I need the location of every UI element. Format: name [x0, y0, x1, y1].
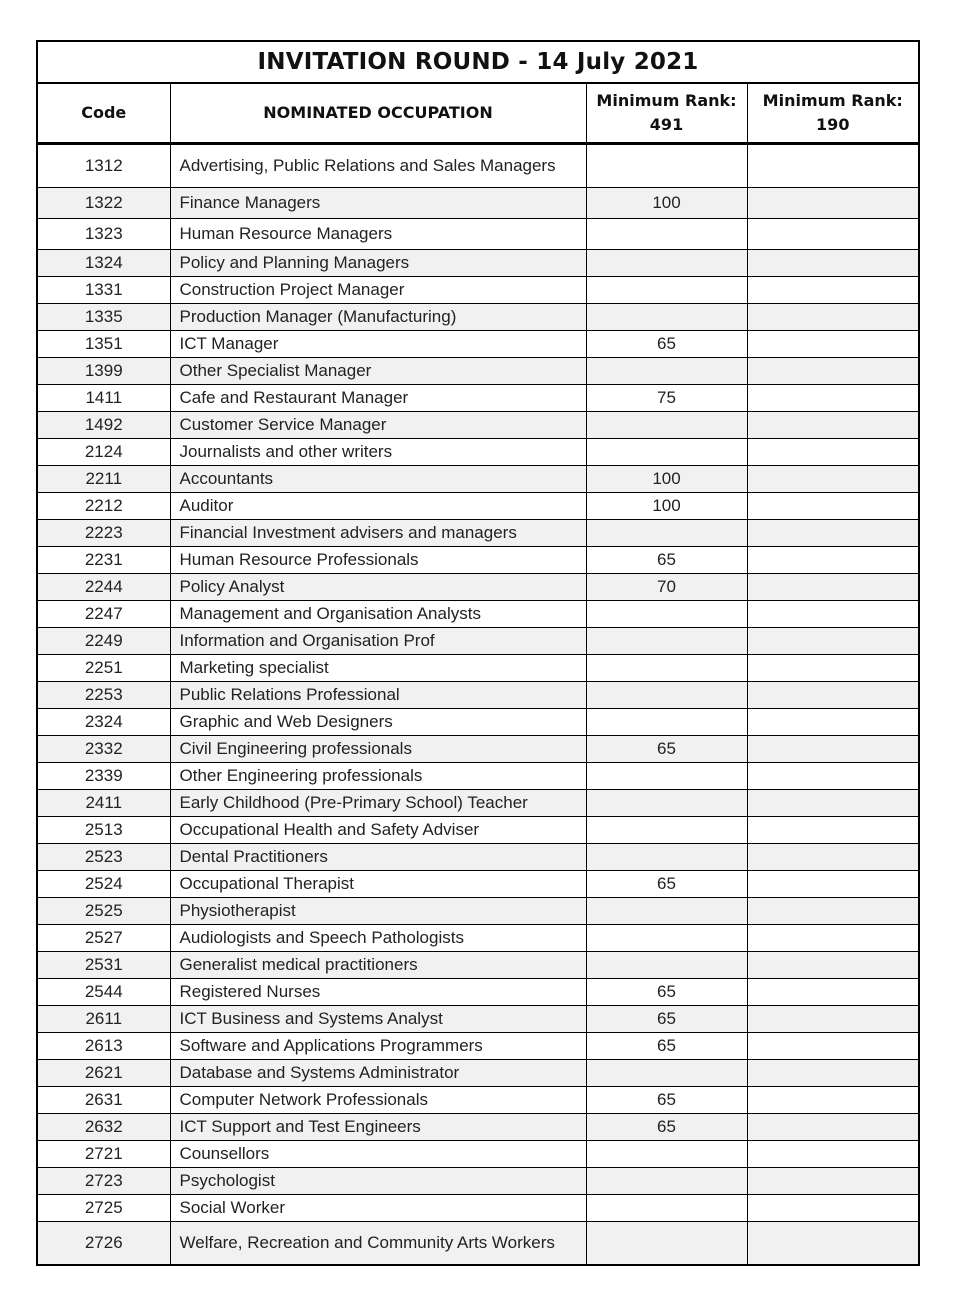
- min-rank-491-cell: 75: [586, 385, 747, 412]
- min-rank-190-cell: [747, 817, 918, 844]
- table-row: [38, 628, 918, 655]
- table-row: [38, 358, 918, 385]
- occupation-code: 2244: [38, 574, 170, 601]
- occupation-code: 1312: [38, 144, 170, 188]
- table-row: [38, 817, 918, 844]
- table-row: [38, 871, 918, 898]
- occupation-code: 1411: [38, 385, 170, 412]
- table-row: [38, 1114, 918, 1141]
- table-row: [38, 979, 918, 1006]
- occupation-code: 2723: [38, 1168, 170, 1195]
- min-rank-190-cell: [747, 1168, 918, 1195]
- occupation-code: 2231: [38, 547, 170, 574]
- occupation-code: 2513: [38, 817, 170, 844]
- occupation-table: [38, 84, 918, 1264]
- header-min-rank-190: [747, 84, 918, 144]
- min-rank-491-cell: [586, 709, 747, 736]
- min-rank-491-cell: 100: [586, 466, 747, 493]
- occupation-code: 1335: [38, 304, 170, 331]
- occupation-code: 2631: [38, 1087, 170, 1114]
- occupation-name: Cafe and Restaurant Manager: [170, 385, 586, 412]
- header-rank491-value: 491: [649, 115, 684, 134]
- min-rank-491-cell: [586, 1195, 747, 1222]
- table-row: [38, 763, 918, 790]
- min-rank-491-cell: [586, 520, 747, 547]
- table-row: [38, 1141, 918, 1168]
- min-rank-190-cell: [747, 1222, 918, 1265]
- min-rank-491-cell: [586, 412, 747, 439]
- min-rank-190-cell: [747, 1006, 918, 1033]
- occupation-code: 2223: [38, 520, 170, 547]
- occupation-code: 2632: [38, 1114, 170, 1141]
- occupation-name: Customer Service Manager: [170, 412, 586, 439]
- occupation-code: 2212: [38, 493, 170, 520]
- min-rank-190-cell: [747, 925, 918, 952]
- occupation-code: 1324: [38, 250, 170, 277]
- table-header-row: [38, 84, 918, 144]
- table-row: [38, 736, 918, 763]
- occupation-name: ICT Business and Systems Analyst: [170, 1006, 586, 1033]
- occupation-name: Occupational Therapist: [170, 871, 586, 898]
- min-rank-190-cell: [747, 790, 918, 817]
- min-rank-491-cell: [586, 144, 747, 188]
- min-rank-491-cell: [586, 682, 747, 709]
- occupation-name: Construction Project Manager: [170, 277, 586, 304]
- min-rank-491-cell: [586, 763, 747, 790]
- occupation-name: Counsellors: [170, 1141, 586, 1168]
- table-row: [38, 439, 918, 466]
- min-rank-190-cell: [747, 412, 918, 439]
- min-rank-491-cell: [586, 628, 747, 655]
- min-rank-491-cell: [586, 952, 747, 979]
- occupation-name: Accountants: [170, 466, 586, 493]
- occupation-code: 2527: [38, 925, 170, 952]
- table-row: [38, 1195, 918, 1222]
- occupation-name: Financial Investment advisers and managers: [170, 520, 586, 547]
- table-row: [38, 188, 918, 219]
- occupation-code: 2725: [38, 1195, 170, 1222]
- occupation-name: Finance Managers: [170, 188, 586, 219]
- min-rank-491-cell: 65: [586, 979, 747, 1006]
- occupation-name: Audiologists and Speech Pathologists: [170, 925, 586, 952]
- occupation-name: Psychologist: [170, 1168, 586, 1195]
- occupation-code: 1331: [38, 277, 170, 304]
- table-row: [38, 1006, 918, 1033]
- occupation-name: Production Manager (Manufacturing): [170, 304, 586, 331]
- min-rank-190-cell: [747, 520, 918, 547]
- header-code: Code: [38, 84, 170, 144]
- min-rank-491-cell: [586, 304, 747, 331]
- occupation-name: ICT Support and Test Engineers: [170, 1114, 586, 1141]
- occupation-code: 2411: [38, 790, 170, 817]
- min-rank-190-cell: [747, 304, 918, 331]
- occupation-name: Advertising, Public Relations and Sales Managers: [170, 144, 586, 188]
- min-rank-491-cell: 65: [586, 1006, 747, 1033]
- min-rank-190-cell: [747, 1060, 918, 1087]
- min-rank-190-cell: [747, 736, 918, 763]
- header-rank190-label: Minimum Rank:: [762, 91, 903, 110]
- min-rank-491-cell: [586, 1141, 747, 1168]
- min-rank-491-cell: 65: [586, 1033, 747, 1060]
- occupation-name: Graphic and Web Designers: [170, 709, 586, 736]
- min-rank-190-cell: [747, 385, 918, 412]
- table-row: [38, 898, 918, 925]
- table-body: [38, 144, 918, 1265]
- min-rank-190-cell: [747, 628, 918, 655]
- min-rank-190-cell: [747, 1195, 918, 1222]
- table-row: [38, 250, 918, 277]
- table-row: [38, 601, 918, 628]
- min-rank-190-cell: [747, 763, 918, 790]
- occupation-code: 2332: [38, 736, 170, 763]
- min-rank-190-cell: [747, 952, 918, 979]
- occupation-code: 2251: [38, 655, 170, 682]
- occupation-name: Human Resource Managers: [170, 219, 586, 250]
- invitation-round-sheet: [36, 40, 920, 1266]
- occupation-name: Computer Network Professionals: [170, 1087, 586, 1114]
- min-rank-190-cell: [747, 547, 918, 574]
- min-rank-491-cell: [586, 250, 747, 277]
- occupation-name: Policy Analyst: [170, 574, 586, 601]
- min-rank-190-cell: [747, 844, 918, 871]
- table-row: [38, 412, 918, 439]
- occupation-code: 2253: [38, 682, 170, 709]
- table-row: [38, 1060, 918, 1087]
- table-row: [38, 682, 918, 709]
- occupation-name: Other Engineering professionals: [170, 763, 586, 790]
- min-rank-190-cell: [747, 331, 918, 358]
- min-rank-190-cell: [747, 188, 918, 219]
- header-rank491-label: Minimum Rank:: [596, 91, 737, 110]
- occupation-code: 2531: [38, 952, 170, 979]
- occupation-code: 2621: [38, 1060, 170, 1087]
- min-rank-491-cell: 65: [586, 871, 747, 898]
- occupation-name: Other Specialist Manager: [170, 358, 586, 385]
- min-rank-491-cell: [586, 358, 747, 385]
- header-occupation: NOMINATED OCCUPATION: [170, 84, 586, 144]
- header-rank190-value: 190: [816, 115, 850, 134]
- min-rank-491-cell: [586, 1222, 747, 1265]
- occupation-code: 2124: [38, 439, 170, 466]
- table-row: [38, 952, 918, 979]
- page-title: INVITATION ROUND - 14 July 2021: [38, 42, 918, 84]
- occupation-name: Physiotherapist: [170, 898, 586, 925]
- min-rank-190-cell: [747, 358, 918, 385]
- table-row: [38, 1222, 918, 1265]
- table-row: [38, 925, 918, 952]
- min-rank-491-cell: 65: [586, 331, 747, 358]
- table-row: [38, 844, 918, 871]
- occupation-code: 2339: [38, 763, 170, 790]
- table-row: [38, 331, 918, 358]
- min-rank-491-cell: [586, 655, 747, 682]
- occupation-code: 2249: [38, 628, 170, 655]
- occupation-name: Human Resource Professionals: [170, 547, 586, 574]
- min-rank-491-cell: [586, 844, 747, 871]
- occupation-code: 2726: [38, 1222, 170, 1265]
- min-rank-491-cell: [586, 277, 747, 304]
- min-rank-491-cell: 65: [586, 1114, 747, 1141]
- min-rank-491-cell: [586, 601, 747, 628]
- table-row: [38, 385, 918, 412]
- occupation-name: Marketing specialist: [170, 655, 586, 682]
- occupation-code: 1492: [38, 412, 170, 439]
- min-rank-491-cell: 65: [586, 547, 747, 574]
- occupation-name: Social Worker: [170, 1195, 586, 1222]
- min-rank-190-cell: [747, 574, 918, 601]
- min-rank-491-cell: [586, 898, 747, 925]
- occupation-name: Early Childhood (Pre-Primary School) Teacher: [170, 790, 586, 817]
- min-rank-491-cell: [586, 790, 747, 817]
- min-rank-190-cell: [747, 144, 918, 188]
- min-rank-190-cell: [747, 871, 918, 898]
- occupation-code: 2524: [38, 871, 170, 898]
- occupation-code: 1399: [38, 358, 170, 385]
- occupation-code: 2523: [38, 844, 170, 871]
- table-row: [38, 1168, 918, 1195]
- min-rank-491-cell: 65: [586, 1087, 747, 1114]
- occupation-name: Database and Systems Administrator: [170, 1060, 586, 1087]
- occupation-name: Generalist medical practitioners: [170, 952, 586, 979]
- header-min-rank-491: [586, 84, 747, 144]
- occupation-name: Policy and Planning Managers: [170, 250, 586, 277]
- min-rank-190-cell: [747, 219, 918, 250]
- occupation-name: Auditor: [170, 493, 586, 520]
- occupation-code: 2613: [38, 1033, 170, 1060]
- min-rank-190-cell: [747, 439, 918, 466]
- min-rank-190-cell: [747, 1033, 918, 1060]
- occupation-name: Welfare, Recreation and Community Arts Workers: [170, 1222, 586, 1265]
- min-rank-491-cell: [586, 219, 747, 250]
- min-rank-491-cell: [586, 817, 747, 844]
- occupation-code: 2211: [38, 466, 170, 493]
- min-rank-190-cell: [747, 250, 918, 277]
- occupation-name: Dental Practitioners: [170, 844, 586, 871]
- occupation-code: 1322: [38, 188, 170, 219]
- occupation-name: Registered Nurses: [170, 979, 586, 1006]
- table-row: [38, 547, 918, 574]
- min-rank-491-cell: [586, 1060, 747, 1087]
- occupation-name: Software and Applications Programmers: [170, 1033, 586, 1060]
- table-row: [38, 709, 918, 736]
- min-rank-190-cell: [747, 493, 918, 520]
- occupation-code: 2525: [38, 898, 170, 925]
- table-row: [38, 144, 918, 188]
- occupation-name: Occupational Health and Safety Adviser: [170, 817, 586, 844]
- table-row: [38, 574, 918, 601]
- min-rank-491-cell: 100: [586, 493, 747, 520]
- occupation-name: ICT Manager: [170, 331, 586, 358]
- min-rank-190-cell: [747, 682, 918, 709]
- table-row: [38, 466, 918, 493]
- occupation-code: 1351: [38, 331, 170, 358]
- occupation-code: 1323: [38, 219, 170, 250]
- min-rank-491-cell: [586, 439, 747, 466]
- table-row: [38, 1033, 918, 1060]
- occupation-code: 2544: [38, 979, 170, 1006]
- min-rank-190-cell: [747, 1141, 918, 1168]
- table-row: [38, 520, 918, 547]
- min-rank-491-cell: [586, 1168, 747, 1195]
- occupation-name: Civil Engineering professionals: [170, 736, 586, 763]
- occupation-name: Journalists and other writers: [170, 439, 586, 466]
- min-rank-491-cell: 100: [586, 188, 747, 219]
- min-rank-190-cell: [747, 1114, 918, 1141]
- min-rank-190-cell: [747, 979, 918, 1006]
- occupation-code: 2611: [38, 1006, 170, 1033]
- min-rank-190-cell: [747, 277, 918, 304]
- table-row: [38, 277, 918, 304]
- min-rank-190-cell: [747, 1087, 918, 1114]
- min-rank-190-cell: [747, 898, 918, 925]
- table-row: [38, 790, 918, 817]
- min-rank-190-cell: [747, 466, 918, 493]
- min-rank-190-cell: [747, 601, 918, 628]
- table-row: [38, 304, 918, 331]
- occupation-name: Public Relations Professional: [170, 682, 586, 709]
- occupation-code: 2324: [38, 709, 170, 736]
- occupation-name: Information and Organisation Prof: [170, 628, 586, 655]
- occupation-code: 2247: [38, 601, 170, 628]
- occupation-name: Management and Organisation Analysts: [170, 601, 586, 628]
- table-row: [38, 1087, 918, 1114]
- occupation-code: 2721: [38, 1141, 170, 1168]
- table-row: [38, 493, 918, 520]
- min-rank-491-cell: 65: [586, 736, 747, 763]
- min-rank-190-cell: [747, 709, 918, 736]
- min-rank-190-cell: [747, 655, 918, 682]
- min-rank-491-cell: [586, 925, 747, 952]
- table-row: [38, 655, 918, 682]
- table-row: [38, 219, 918, 250]
- min-rank-491-cell: 70: [586, 574, 747, 601]
